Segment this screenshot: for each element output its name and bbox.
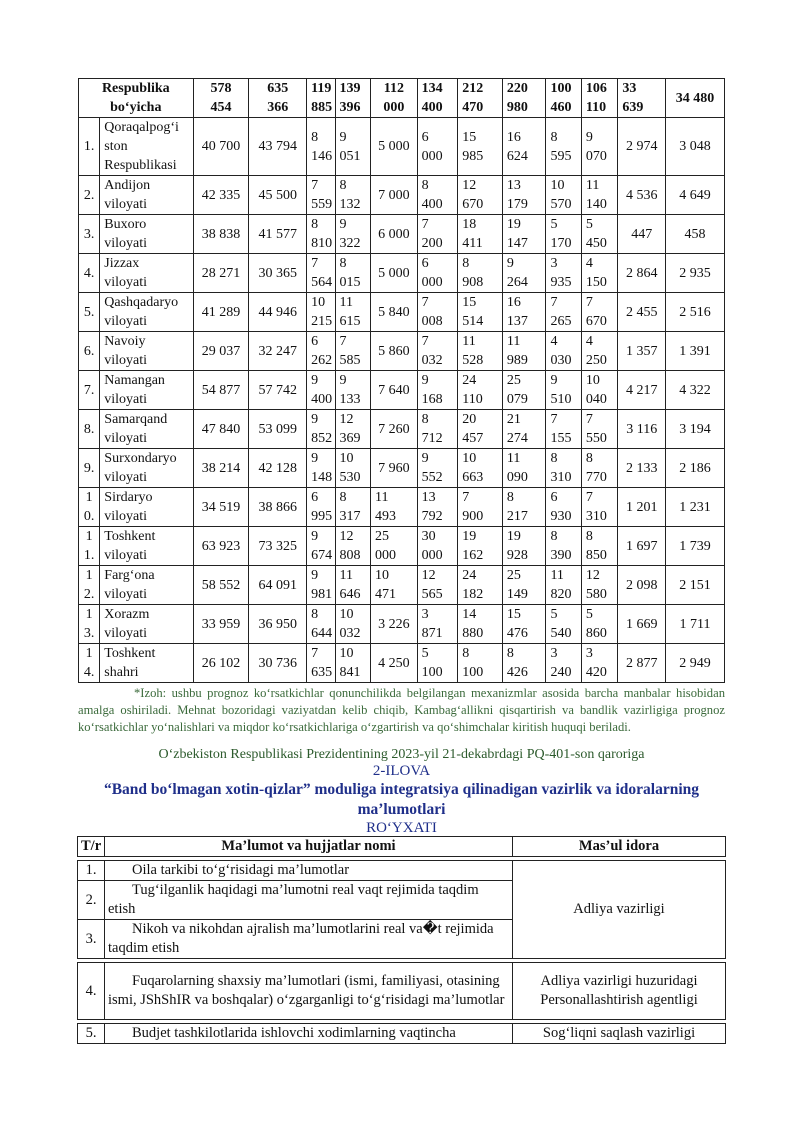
table-cell: 16 624 xyxy=(502,118,546,176)
stats-header-value: 34 480 xyxy=(666,79,725,118)
table-cell: 10 663 xyxy=(458,449,503,488)
table-cell: 2 949 xyxy=(666,644,725,683)
table-cell: 24 110 xyxy=(458,371,503,410)
stats-row xyxy=(79,566,725,605)
table-cell: 1 391 xyxy=(666,332,725,371)
table-cell: 8 644 xyxy=(307,605,335,644)
table-cell: 32 247 xyxy=(249,332,307,371)
footnote-text: *Izoh: ushbu prognoz ko‘rsatkichlar qonunchilikda belgilangan mexanizmlar asosida barcha manbalar hisobidan amalga oshiriladi. Mehnat bozoridagi vaziyatdan kelib chiqib, Kambag‘allikni qisqartirish va bandlik vazirligiga prognoz ko‘rsatkichlar yo‘nalishlari va miqdor ko‘rsatkichlariga o‘zgartirish va qo‘shimchalar kiritish huquqi beriladi. xyxy=(78,686,725,734)
table-cell: 447 xyxy=(618,215,666,254)
table-cell: 3 935 xyxy=(546,254,581,293)
table-cell: 26 102 xyxy=(193,644,249,683)
table-cell: 10 841 xyxy=(335,644,370,683)
table-cell: 10 570 xyxy=(546,176,581,215)
table-cell: 64 091 xyxy=(249,566,307,605)
stats-header-value: 119 885 xyxy=(307,79,335,118)
table-cell: 73 325 xyxy=(249,527,307,566)
row-index: 4. xyxy=(79,254,100,293)
region-name: Navoiy viloyati xyxy=(100,332,193,371)
table-cell: 10 215 xyxy=(307,293,335,332)
table-cell: 6 262 xyxy=(307,332,335,371)
table-cell: 1 669 xyxy=(618,605,666,644)
table-cell: 4 536 xyxy=(618,176,666,215)
table-cell: 5 000 xyxy=(371,118,418,176)
row-index: 1 2. xyxy=(79,566,100,605)
table-cell: 3 420 xyxy=(581,644,618,683)
table-cell: 2 935 xyxy=(666,254,725,293)
table-cell: 24 182 xyxy=(458,566,503,605)
stats-row xyxy=(79,410,725,449)
table-cell: 2 974 xyxy=(618,118,666,176)
table-cell: 11 615 xyxy=(335,293,370,332)
region-name: Qashqadaryo viloyati xyxy=(100,293,193,332)
list-header-row xyxy=(78,837,726,857)
region-name: Namangan viloyati xyxy=(100,371,193,410)
table-cell: 8 146 xyxy=(307,118,335,176)
table-cell: 1 739 xyxy=(666,527,725,566)
stats-header-value: 100 460 xyxy=(546,79,581,118)
list-header-name: Ma’lumot va hujjatlar nomi xyxy=(105,837,513,857)
row-index: 2. xyxy=(79,176,100,215)
table-cell: 44 946 xyxy=(249,293,307,332)
table-cell: 8 850 xyxy=(581,527,618,566)
region-name: Toshkent viloyati xyxy=(100,527,193,566)
table-cell: 25 079 xyxy=(502,371,546,410)
table-cell: 10 471 xyxy=(371,566,418,605)
list-row-name: Fuqarolarning shaxsiy ma’lumotlari (ismi, familiyasi, otasining ismi, JShShIR va boshqalar) o‘zgarganligi to‘g‘risidagi ma’lumotlar xyxy=(105,963,513,1020)
row-index: 3. xyxy=(79,215,100,254)
table-cell: 5 450 xyxy=(581,215,618,254)
table-cell: 16 137 xyxy=(502,293,546,332)
table-cell: 43 794 xyxy=(249,118,307,176)
table-cell: 30 365 xyxy=(249,254,307,293)
table-cell: 6 000 xyxy=(371,215,418,254)
table-cell: 8 400 xyxy=(417,176,458,215)
table-cell: 9 070 xyxy=(581,118,618,176)
table-cell: 11 493 xyxy=(371,488,418,527)
region-name: Xorazm viloyati xyxy=(100,605,193,644)
stats-header-value: 106 110 xyxy=(581,79,618,118)
table-cell: 7 265 xyxy=(546,293,581,332)
table-cell: 9 674 xyxy=(307,527,335,566)
table-cell: 3 048 xyxy=(666,118,725,176)
table-cell: 9 051 xyxy=(335,118,370,176)
table-cell: 8 595 xyxy=(546,118,581,176)
list-row-name: Oila tarkibi to‘g‘risidagi ma’lumotlar xyxy=(105,861,513,881)
table-cell: 11 646 xyxy=(335,566,370,605)
region-name: Jizzax viloyati xyxy=(100,254,193,293)
table-cell: 25 000 xyxy=(371,527,418,566)
table-cell: 5 540 xyxy=(546,605,581,644)
table-cell: 29 037 xyxy=(193,332,249,371)
table-cell: 30 736 xyxy=(249,644,307,683)
stats-row xyxy=(79,293,725,332)
table-cell: 4 030 xyxy=(546,332,581,371)
table-cell: 1 697 xyxy=(618,527,666,566)
table-cell: 53 099 xyxy=(249,410,307,449)
table-cell: 42 128 xyxy=(249,449,307,488)
table-cell: 15 514 xyxy=(458,293,503,332)
table-cell: 4 649 xyxy=(666,176,725,215)
table-cell: 3 871 xyxy=(417,605,458,644)
table-cell: 15 985 xyxy=(458,118,503,176)
table-cell: 5 860 xyxy=(371,332,418,371)
table-cell: 6 930 xyxy=(546,488,581,527)
list-header-no: T/r xyxy=(78,837,105,857)
stats-row xyxy=(79,118,725,176)
region-name: Samarqand viloyati xyxy=(100,410,193,449)
stats-row xyxy=(79,332,725,371)
table-cell: 8 810 xyxy=(307,215,335,254)
table-cell: 7 550 xyxy=(581,410,618,449)
region-name: Buxoro viloyati xyxy=(100,215,193,254)
stats-header-value: 578 454 xyxy=(193,79,249,118)
table-cell: 12 670 xyxy=(458,176,503,215)
region-name: Farg‘ona viloyati xyxy=(100,566,193,605)
table-cell: 9 852 xyxy=(307,410,335,449)
table-cell: 63 923 xyxy=(193,527,249,566)
table-cell: 19 928 xyxy=(502,527,546,566)
table-cell: 8 770 xyxy=(581,449,618,488)
table-cell: 3 194 xyxy=(666,410,725,449)
table-cell: 58 552 xyxy=(193,566,249,605)
stats-row xyxy=(79,605,725,644)
table-cell: 9 322 xyxy=(335,215,370,254)
table-cell: 10 040 xyxy=(581,371,618,410)
list-row-number: 4. xyxy=(78,963,105,1020)
table-cell: 9 148 xyxy=(307,449,335,488)
table-cell: 40 700 xyxy=(193,118,249,176)
table-cell: 34 519 xyxy=(193,488,249,527)
table-cell: 45 500 xyxy=(249,176,307,215)
annex-label: 2-ILOVA xyxy=(372,763,431,779)
stats-header-value: 112 000 xyxy=(371,79,418,118)
table-cell: 458 xyxy=(666,215,725,254)
table-cell: 4 150 xyxy=(581,254,618,293)
table-cell: 7 310 xyxy=(581,488,618,527)
table-cell: 8 132 xyxy=(335,176,370,215)
table-cell: 7 008 xyxy=(417,293,458,332)
row-index: 1 4. xyxy=(79,644,100,683)
stats-header-value: 212 470 xyxy=(458,79,503,118)
stats-row xyxy=(79,176,725,215)
row-index: 8. xyxy=(79,410,100,449)
table-cell: 3 116 xyxy=(618,410,666,449)
table-cell: 1 357 xyxy=(618,332,666,371)
list-row-name: Nikoh va nikohdan ajralish ma’lumotlarini real va�t rejimida taqdim etish xyxy=(105,920,513,959)
table-cell: 1 711 xyxy=(666,605,725,644)
table-cell: 4 250 xyxy=(371,644,418,683)
table-cell: 9 168 xyxy=(417,371,458,410)
table-cell: 41 289 xyxy=(193,293,249,332)
table-cell: 11 528 xyxy=(458,332,503,371)
table-cell: 13 179 xyxy=(502,176,546,215)
table-cell: 3 240 xyxy=(546,644,581,683)
table-cell: 4 250 xyxy=(581,332,618,371)
stats-header-value: 220 980 xyxy=(502,79,546,118)
table-cell: 7 200 xyxy=(417,215,458,254)
list-row-agency: Sog‘liqni saqlash vazirligi xyxy=(513,1024,726,1044)
table-cell: 7 032 xyxy=(417,332,458,371)
table-cell: 10 032 xyxy=(335,605,370,644)
stats-row xyxy=(79,254,725,293)
table-cell: 33 959 xyxy=(193,605,249,644)
integration-data-list-table xyxy=(77,836,726,1044)
table-cell: 11 989 xyxy=(502,332,546,371)
table-cell: 8 908 xyxy=(458,254,503,293)
table-cell: 38 866 xyxy=(249,488,307,527)
row-index: 1 0. xyxy=(79,488,100,527)
table-cell: 9 133 xyxy=(335,371,370,410)
table-cell: 7 640 xyxy=(371,371,418,410)
region-name: Toshkent shahri xyxy=(100,644,193,683)
table-cell: 12 808 xyxy=(335,527,370,566)
list-row-number: 5. xyxy=(78,1024,105,1044)
stats-row xyxy=(79,644,725,683)
table-cell: 8 390 xyxy=(546,527,581,566)
stats-row xyxy=(79,215,725,254)
table-cell: 30 000 xyxy=(417,527,458,566)
table-cell: 7 155 xyxy=(546,410,581,449)
table-cell: 8 015 xyxy=(335,254,370,293)
table-cell: 2 098 xyxy=(618,566,666,605)
table-cell: 7 585 xyxy=(335,332,370,371)
table-cell: 8 100 xyxy=(458,644,503,683)
table-cell: 8 310 xyxy=(546,449,581,488)
list-row-name: Tug‘ilganlik haqidagi ma’lumotni real vaqt rejimida taqdim etish xyxy=(105,881,513,920)
table-cell: 41 577 xyxy=(249,215,307,254)
table-cell: 12 565 xyxy=(417,566,458,605)
table-cell: 11 090 xyxy=(502,449,546,488)
table-cell: 18 411 xyxy=(458,215,503,254)
table-cell: 6 000 xyxy=(417,118,458,176)
table-cell: 5 170 xyxy=(546,215,581,254)
list-row-agency: Adliya vazirligi xyxy=(513,861,726,959)
table-cell: 6 995 xyxy=(307,488,335,527)
table-cell: 5 100 xyxy=(417,644,458,683)
table-cell: 1 201 xyxy=(618,488,666,527)
table-cell: 14 880 xyxy=(458,605,503,644)
table-cell: 36 950 xyxy=(249,605,307,644)
table-cell: 2 133 xyxy=(618,449,666,488)
table-cell: 3 226 xyxy=(371,605,418,644)
table-cell: 2 151 xyxy=(666,566,725,605)
table-cell: 15 476 xyxy=(502,605,546,644)
table-cell: 8 217 xyxy=(502,488,546,527)
annex-title: “Band bo‘lmagan xotin-qizlar” moduliga integratsiya qilinadigan vazirlik va idoralarning ma’lumotlari xyxy=(103,781,700,818)
table-cell: 8 712 xyxy=(417,410,458,449)
table-cell: 28 271 xyxy=(193,254,249,293)
table-cell: 13 792 xyxy=(417,488,458,527)
table-cell: 2 877 xyxy=(618,644,666,683)
table-cell: 2 186 xyxy=(666,449,725,488)
table-cell: 25 149 xyxy=(502,566,546,605)
stats-header-value: 635 366 xyxy=(249,79,307,118)
list-header-agency: Mas’ul idora xyxy=(513,837,726,857)
table-cell: 21 274 xyxy=(502,410,546,449)
table-cell: 38 214 xyxy=(193,449,249,488)
table-cell: 7 900 xyxy=(458,488,503,527)
table-cell: 9 264 xyxy=(502,254,546,293)
table-cell: 19 162 xyxy=(458,527,503,566)
table-cell: 38 838 xyxy=(193,215,249,254)
table-cell: 5 860 xyxy=(581,605,618,644)
table-cell: 42 335 xyxy=(193,176,249,215)
list-row-name: Budjet tashkilotlarida ishlovchi xodimlarning vaqtincha xyxy=(105,1024,513,1044)
row-index: 7. xyxy=(79,371,100,410)
table-cell: 54 877 xyxy=(193,371,249,410)
table-cell: 7 635 xyxy=(307,644,335,683)
regional-forecast-table xyxy=(78,78,725,683)
table-cell: 7 670 xyxy=(581,293,618,332)
table-cell: 7 260 xyxy=(371,410,418,449)
table-cell: 4 322 xyxy=(666,371,725,410)
region-name: Andijon viloyati xyxy=(100,176,193,215)
table-cell: 57 742 xyxy=(249,371,307,410)
list-row-number: 2. xyxy=(78,881,105,920)
table-cell: 8 317 xyxy=(335,488,370,527)
list-row xyxy=(78,861,726,881)
list-row-agency: Adliya vazirligi huzuridagi Personallashtirish agentligi xyxy=(513,963,726,1020)
table-cell: 7 960 xyxy=(371,449,418,488)
table-cell: 5 000 xyxy=(371,254,418,293)
table-cell: 9 510 xyxy=(546,371,581,410)
table-cell: 2 516 xyxy=(666,293,725,332)
table-cell: 7 000 xyxy=(371,176,418,215)
row-index: 1 3. xyxy=(79,605,100,644)
table-cell: 47 840 xyxy=(193,410,249,449)
row-index: 1. xyxy=(79,118,100,176)
table-cell: 2 864 xyxy=(618,254,666,293)
table-cell: 7 559 xyxy=(307,176,335,215)
annex-subtitle: RO‘YXATI xyxy=(366,820,437,836)
table-cell: 20 457 xyxy=(458,410,503,449)
stats-row xyxy=(79,488,725,527)
table-cell: 6 000 xyxy=(417,254,458,293)
stats-row xyxy=(79,449,725,488)
region-name: Surxondaryo viloyati xyxy=(100,449,193,488)
table-cell: 9 400 xyxy=(307,371,335,410)
table-cell: 5 840 xyxy=(371,293,418,332)
table-cell: 4 217 xyxy=(618,371,666,410)
stats-header-value: 139 396 xyxy=(335,79,370,118)
region-name: Qoraqalpog‘i ston Respublikasi xyxy=(100,118,193,176)
stats-header-label: Respublika bo‘yicha xyxy=(79,79,194,118)
table-cell: 12 580 xyxy=(581,566,618,605)
stats-header-value: 33 639 xyxy=(618,79,666,118)
list-row-number: 1. xyxy=(78,861,105,881)
stats-row xyxy=(79,371,725,410)
stats-row xyxy=(79,527,725,566)
table-cell: 12 369 xyxy=(335,410,370,449)
row-index: 9. xyxy=(79,449,100,488)
table-cell: 1 231 xyxy=(666,488,725,527)
table-cell: 10 530 xyxy=(335,449,370,488)
row-index: 1 1. xyxy=(79,527,100,566)
list-row xyxy=(78,1024,726,1044)
row-index: 6. xyxy=(79,332,100,371)
region-name: Sirdaryo viloyati xyxy=(100,488,193,527)
stats-header-value: 134 400 xyxy=(417,79,458,118)
table-cell: 9 981 xyxy=(307,566,335,605)
row-index: 5. xyxy=(79,293,100,332)
list-row xyxy=(78,963,726,1020)
table-cell: 8 426 xyxy=(502,644,546,683)
table-cell: 11 820 xyxy=(546,566,581,605)
list-row-number: 3. xyxy=(78,920,105,959)
table-cell: 2 455 xyxy=(618,293,666,332)
decree-reference: O‘zbekiston Respublikasi Prezidentining 2023-yil 21-dekabrdagi PQ-401-son qaroriga xyxy=(158,747,645,762)
table-cell: 7 564 xyxy=(307,254,335,293)
table-cell: 9 552 xyxy=(417,449,458,488)
table-cell: 19 147 xyxy=(502,215,546,254)
stats-header-row xyxy=(79,79,725,118)
table-cell: 11 140 xyxy=(581,176,618,215)
